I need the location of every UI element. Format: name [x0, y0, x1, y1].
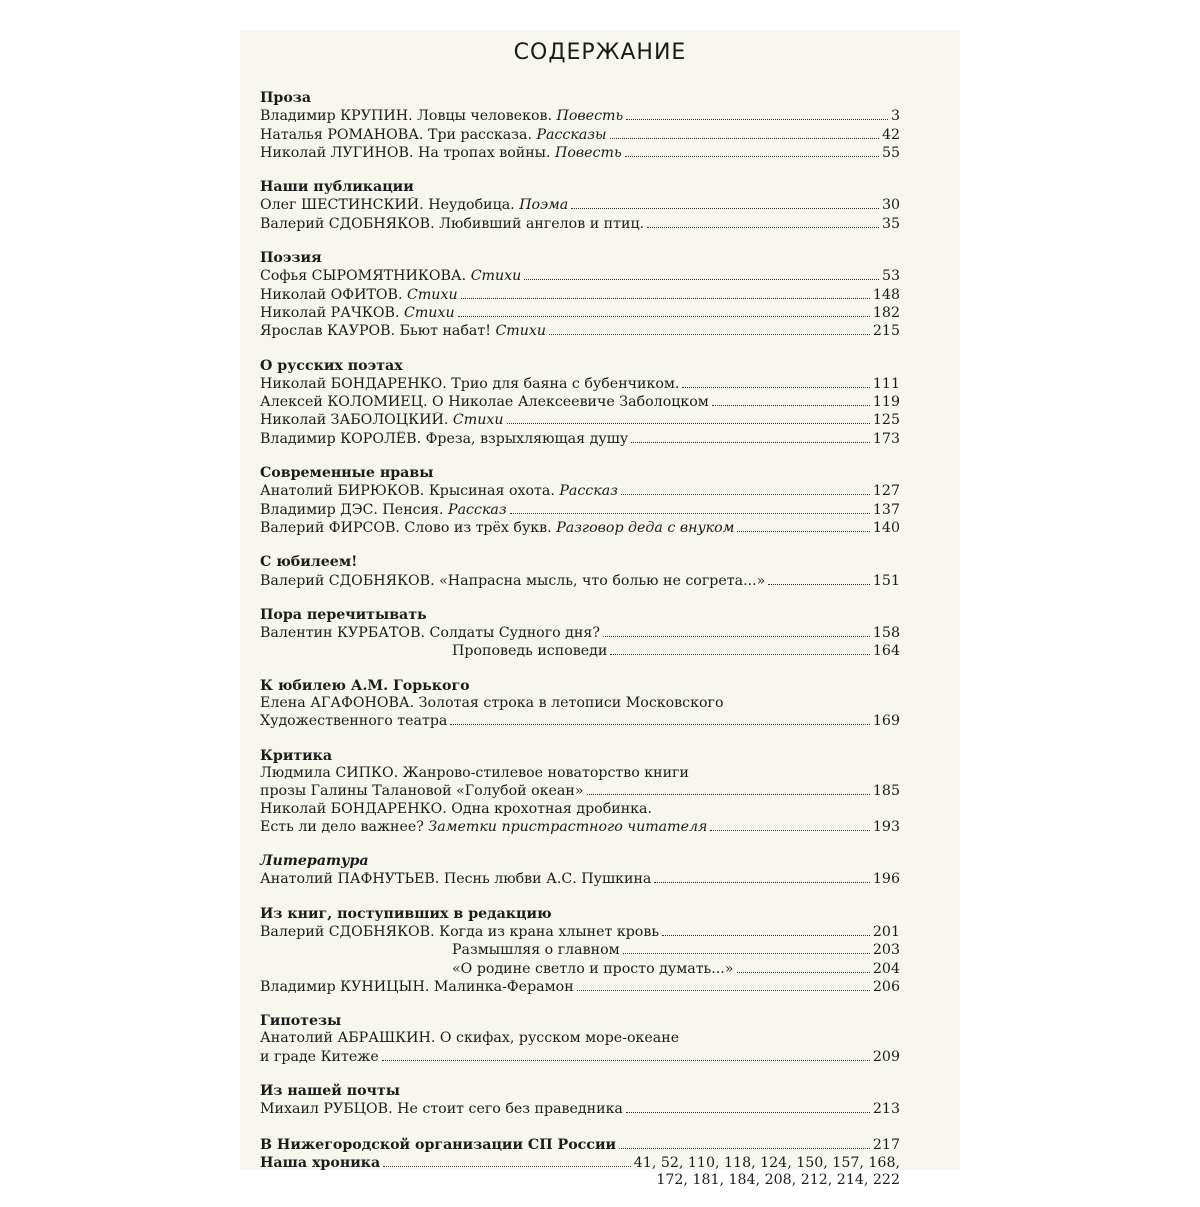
toc-entry-genre: Разговор деда с внуком — [556, 519, 735, 536]
dot-leader — [571, 196, 879, 209]
toc-entry — [260, 482, 900, 500]
dot-leader — [524, 267, 879, 280]
toc-entry-genre: Рассказы — [536, 126, 607, 143]
toc-entry — [260, 624, 900, 642]
section-heading: Современные нравы — [260, 465, 434, 482]
toc-entry — [260, 393, 900, 411]
toc-entry-title: Наталья РОМАНОВА. Три рассказа. — [260, 126, 537, 143]
dot-leader — [507, 411, 870, 424]
toc-entry-line: Николай БОНДАРЕНКО. Одна крохотная дробинка. — [260, 800, 652, 817]
toc-entry-chronicle — [260, 1154, 900, 1172]
toc-entry-title: Ярослав КАУРОВ. Бьют набат! — [260, 323, 496, 340]
section-heading: С юбилеем! — [260, 554, 358, 571]
toc-entry-text — [452, 942, 620, 959]
dot-leader — [458, 304, 870, 317]
toc-section — [260, 554, 900, 590]
toc-entry — [260, 782, 900, 800]
toc-entry-text — [260, 431, 628, 448]
toc-entry-text — [260, 412, 504, 429]
toc-entry — [260, 572, 900, 590]
toc-entry-genre: Повесть — [556, 108, 624, 125]
toc-entry-text — [452, 961, 734, 978]
toc-entry-title: Михаил РУБЦОВ. Не стоит сего без праведника — [260, 1101, 623, 1118]
toc-page-number: 201 — [872, 923, 900, 940]
toc-page-number: 185 — [872, 783, 900, 800]
dot-leader — [603, 624, 870, 637]
toc-entry-text — [260, 713, 447, 730]
toc-entry-title: Художественного театра — [260, 713, 448, 730]
toc-page-number: 41, 52, 110, 118, 124, 150, 157, 168, — [633, 1154, 900, 1171]
toc-entry-text: В Нижегородской организации СП России — [260, 1136, 616, 1153]
toc-entry — [260, 322, 900, 340]
dot-leader — [577, 978, 870, 991]
toc-entry — [260, 941, 900, 959]
toc-page-number: 182 — [872, 304, 900, 321]
toc-page-number: 151 — [872, 572, 900, 589]
toc-entry-title: Алексей КОЛОМИЕЦ. О Николае Алексеевиче Заболоцком — [260, 394, 709, 411]
toc-entry — [260, 267, 900, 285]
toc-entry — [260, 196, 900, 214]
toc-entry-title: Валерий СДОБНЯКОВ. Любивший ангелов и птиц. — [260, 215, 645, 232]
toc-page-number: 217 — [872, 1136, 900, 1153]
toc-entry — [260, 978, 900, 996]
dot-leader — [383, 1154, 631, 1167]
dot-leader — [610, 642, 870, 655]
toc-entry — [260, 107, 900, 125]
toc-entry-text — [260, 871, 651, 888]
section-heading: К юбилею А.М. Горького — [260, 677, 470, 694]
section-heading: Критика — [260, 747, 333, 764]
toc-entry-text — [260, 625, 600, 642]
toc-page-number: 204 — [872, 960, 900, 977]
toc-entry-title: Николай ЛУГИНОВ. На тропах войны. — [260, 144, 555, 161]
dot-leader — [647, 215, 879, 228]
toc-entry — [260, 215, 900, 233]
toc-section — [260, 678, 900, 731]
toc-section — [260, 1083, 900, 1119]
toc-entry — [260, 642, 900, 660]
toc-section — [260, 465, 900, 537]
dot-leader — [710, 818, 870, 831]
toc-section — [260, 90, 900, 162]
toc-entry-genre: Рассказ — [559, 483, 618, 500]
toc-page-number: 111 — [872, 375, 900, 392]
dot-leader — [768, 572, 870, 585]
toc-entry — [260, 1048, 900, 1066]
toc-entry-text — [260, 394, 709, 411]
toc-page-number: 148 — [872, 286, 900, 303]
toc-entry-text — [260, 376, 679, 393]
dot-leader — [619, 1136, 870, 1149]
toc-entry-genre: Поэма — [519, 197, 569, 214]
dot-leader — [461, 286, 870, 299]
toc-entry — [260, 1100, 900, 1118]
toc-entry-text — [260, 108, 623, 125]
section-heading: Наши публикации — [260, 179, 414, 196]
toc-entry-text — [260, 323, 546, 340]
toc-entry — [260, 501, 900, 519]
toc-entry-title: Валерий ФИРСОВ. Слово из трёх букв. — [260, 519, 557, 536]
toc-section — [260, 906, 900, 996]
toc-entry-title: Николай ОФИТОВ. — [260, 286, 407, 303]
toc-page-number: 203 — [872, 942, 900, 959]
toc-section — [260, 607, 900, 661]
section-heading: Из книг, поступивших в редакцию — [260, 905, 552, 922]
toc-entry-line: Анатолий АБРАШКИН. О скифах, русском море-океане — [260, 1030, 680, 1047]
dot-leader — [587, 782, 870, 795]
toc-entry-text — [260, 924, 659, 941]
dot-leader — [737, 519, 869, 532]
toc-section — [260, 1013, 900, 1066]
section-heading: Пора перечитывать — [260, 606, 427, 623]
toc-entry-text — [260, 502, 507, 519]
toc-page-number: 35 — [881, 215, 900, 232]
toc-entry-genre: Заметки пристрастного читателя — [428, 818, 708, 835]
toc-entry — [260, 126, 900, 144]
toc-entry-text — [260, 1049, 379, 1066]
book-page — [240, 30, 960, 1189]
toc-page-number: 30 — [881, 197, 900, 214]
toc-page-number: 140 — [872, 519, 900, 536]
section-heading: Поэзия — [260, 250, 322, 267]
toc-page-number: 169 — [872, 713, 900, 730]
toc-entry-title: Размышляя о главном — [452, 942, 620, 959]
dot-leader — [510, 501, 870, 514]
dot-leader — [382, 1048, 870, 1061]
dot-leader — [654, 870, 870, 883]
toc-page-number: 127 — [872, 483, 900, 500]
dot-leader — [631, 430, 870, 443]
toc-entry-title: Владимир КРУПИН. Ловцы человеков. — [260, 108, 557, 125]
dot-leader — [626, 1100, 870, 1113]
dot-leader — [712, 393, 870, 406]
toc-entry-genre: Стихи — [495, 323, 547, 340]
toc-entry-text — [260, 979, 574, 996]
toc-entry-genre: Повесть — [554, 144, 622, 161]
toc-entry-text — [260, 216, 644, 233]
toc-entry — [260, 712, 900, 730]
page-title: СОДЕРЖАНИЕ — [513, 40, 687, 65]
toc-entry — [260, 411, 900, 429]
toc-entry-text — [260, 783, 584, 800]
toc-entry-title: Анатолий БИРЮКОВ. Крысиная охота. — [260, 483, 560, 500]
toc-entry-genre: Стихи — [407, 286, 458, 303]
toc-entry — [260, 430, 900, 448]
dot-leader — [623, 941, 870, 954]
toc-entry — [260, 923, 900, 941]
dot-leader — [626, 107, 888, 120]
section-heading: Из нашей почты — [260, 1083, 400, 1100]
toc-entry-text — [260, 520, 734, 537]
toc-page-number: 158 — [872, 625, 900, 642]
toc-entry-title: Владимир КУНИЦЫН. Малинка-Ферамон — [260, 978, 574, 995]
toc-entry-text — [260, 483, 618, 500]
toc-page-number: 55 — [881, 144, 900, 161]
toc-entry-text — [260, 287, 458, 304]
toc-page-number: 173 — [872, 430, 900, 447]
toc-entry-line: Елена АГАФОНОВА. Золотая строка в летописи Московского — [260, 695, 724, 712]
section-heading: Литература — [260, 853, 369, 870]
toc-entry-title: прозы Галины Талановой «Голубой океан» — [260, 783, 584, 800]
dot-leader — [610, 126, 879, 139]
toc-page-number: 42 — [881, 126, 900, 143]
dot-leader — [450, 712, 870, 725]
toc-entry-title: Валерий СДОБНЯКОВ. «Напрасна мысль, что болью не согрета...» — [260, 572, 766, 589]
toc-section — [260, 358, 900, 448]
toc-entry-title: Николай ЗАБОЛОЦКИЙ. — [260, 412, 453, 429]
section-heading: О русских поэтах — [260, 357, 403, 374]
toc-entry — [260, 818, 900, 836]
toc-entry — [260, 960, 900, 978]
dot-leader — [682, 375, 869, 388]
toc-section — [260, 179, 900, 233]
toc-entry-title: Проповедь исповеди — [452, 643, 608, 660]
dot-leader — [625, 144, 879, 157]
toc-entry-text: Наша хроника — [260, 1154, 381, 1171]
toc-entry-text — [260, 145, 622, 162]
toc-entry-text — [260, 268, 521, 285]
toc-entry — [260, 144, 900, 162]
toc-entry-title: Анатолий ПАФНУТЬЕВ. Песнь любви А.С. Пушкина — [260, 871, 652, 888]
toc-entry — [260, 286, 900, 304]
toc-entry-title: Валерий СДОБНЯКОВ. Когда из крана хлынет кровь — [260, 923, 660, 940]
dot-leader — [737, 960, 870, 973]
toc-page-number: 206 — [872, 978, 900, 995]
toc-section — [260, 748, 900, 836]
toc-entry-genre: Стихи — [452, 412, 504, 429]
toc-entry — [260, 304, 900, 322]
toc-page-number: 164 — [872, 643, 900, 660]
toc-entry-text — [260, 127, 607, 144]
table-of-contents — [260, 90, 900, 1207]
toc-entry-line: Людмила СИПКО. Жанрово-стилевое новаторство книги — [260, 764, 689, 781]
toc-entry-text — [260, 1101, 623, 1118]
toc-page-number: 119 — [872, 394, 900, 411]
toc-entry-genre: Рассказ — [448, 501, 507, 518]
toc-entry — [260, 519, 900, 537]
toc-entry-title: Николай БОНДАРЕНКО. Трио для баяна с бубенчиком. — [260, 375, 680, 392]
toc-entry-title: Софья СЫРОМЯТНИКОВА. — [260, 268, 471, 285]
toc-entry-title: Есть ли дело важнее? — [260, 818, 429, 835]
toc-page-number: 209 — [872, 1048, 900, 1065]
toc-entry-text — [260, 305, 455, 322]
toc-page-number: 53 — [881, 268, 900, 285]
toc-page-number: 196 — [872, 871, 900, 888]
toc-page-number: 215 — [872, 323, 900, 340]
chronicle-pages-continued: 172, 181, 184, 208, 212, 214, 222 — [656, 1172, 900, 1189]
toc-entry-title: Владимир КОРОЛЁВ. Фреза, взрыхляющая душу — [260, 430, 629, 447]
toc-entry-genre: Стихи — [470, 268, 522, 285]
toc-page-number: 193 — [872, 818, 900, 835]
toc-closing — [260, 1136, 900, 1190]
toc-entry — [260, 375, 900, 393]
toc-page-number: 137 — [872, 501, 900, 518]
toc-sections — [260, 90, 900, 1119]
dot-leader — [549, 322, 870, 335]
toc-entry-title: и граде Китеже — [260, 1048, 379, 1065]
toc-entry-text — [260, 819, 707, 836]
toc-page-number: 125 — [872, 412, 900, 429]
toc-page-number: 213 — [872, 1101, 900, 1118]
dot-leader — [621, 482, 870, 495]
section-heading: Проза — [260, 90, 312, 106]
toc-entry-text — [260, 197, 568, 214]
toc-entry-text — [452, 643, 607, 660]
toc-entry-title: Николай РАЧКОВ. — [260, 304, 404, 321]
toc-entry-genre: Стихи — [404, 304, 455, 321]
toc-entry-title: Валентин КУРБАТОВ. Солдаты Судного дня? — [260, 625, 600, 642]
toc-section — [260, 853, 900, 889]
toc-page-number: 3 — [890, 108, 900, 125]
toc-entry-text — [260, 573, 765, 590]
toc-section — [260, 250, 900, 340]
toc-entry-title: «О родине светло и просто думать...» — [452, 960, 734, 977]
toc-entry — [260, 870, 900, 888]
toc-entry-org — [260, 1136, 900, 1154]
section-heading: Гипотезы — [260, 1013, 342, 1030]
dot-leader — [662, 923, 870, 936]
toc-entry-title: Владимир ДЭС. Пенсия. — [260, 501, 449, 518]
toc-entry-title: Олег ШЕСТИНСКИЙ. Неудобица. — [260, 197, 520, 214]
